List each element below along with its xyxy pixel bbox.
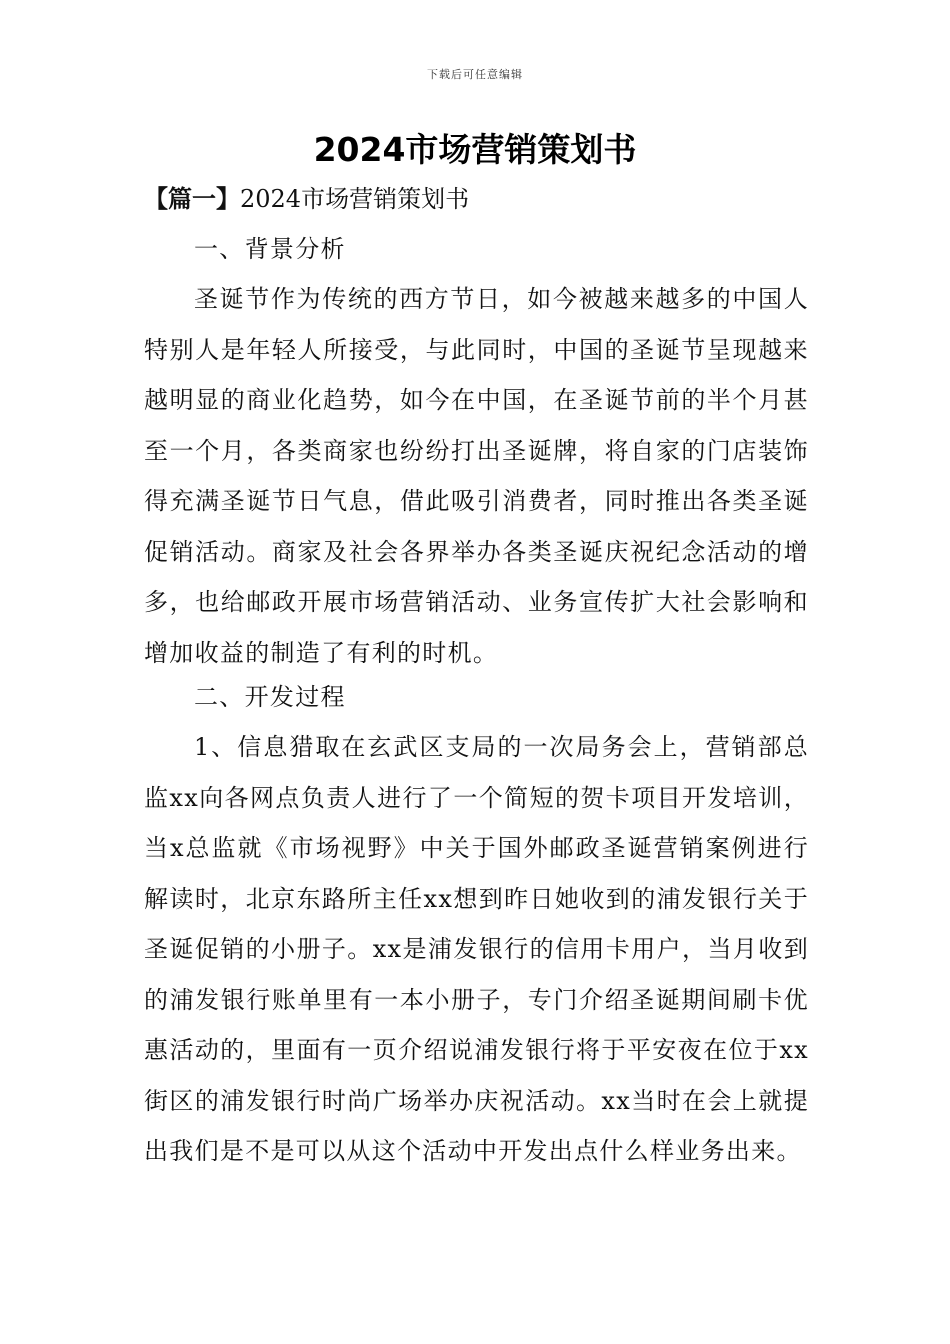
header-note: 下载后可任意编辑 (427, 68, 523, 81)
document-title: 2024市场营销策划书 (313, 130, 637, 169)
heading-development-process: 二、开发过程 (194, 683, 346, 711)
section-label (144, 180, 469, 218)
heading-background-analysis: 一、背景分析 (194, 235, 346, 263)
paragraph-background-analysis: 圣诞节作为传统的西方节日，如今被越来越多的中国人特别人是年轻人所接受，与此同时，中国的圣诞节呈现越来越明显的商业化趋势，如今在中国，在圣诞节前的半个月甚至一个月，各类商家也纷纷打出圣诞牌，将自家的门店装饰得充满圣诞节日气息，借此吸引消费者，同时推出各类圣诞促销活动。商家及社会各界举办各类圣诞庆祝纪念活动的增多，也给邮政开展市场营销活动、业务宣传扩大社会影响和增加收益的制造了有利的时机。 (144, 285, 809, 667)
paragraph-development-process: 1、信息猎取在玄武区支局的一次局务会上，营销部总监xx向各网点负责人进行了一个简短的贺卡项目开发培训，当x总监就《市场视野》中关于国外邮政圣诞营销案例进行解读时，北京东路所主任xx想到昨日她收到的浦发银行关于圣诞促销的小册子。xx是浦发银行的信用卡用户，当月收到的浦发银行账单里有一本小册子，专门介绍圣诞期间刷卡优惠活动的，里面有一页介绍说浦发银行将于平安夜在位于xx街区的浦发银行时尚广场举办庆祝活动。xx当时在会上就提出我们是不是可以从这个活动中开发出点什么样业务出来。 (144, 733, 809, 1165)
section-name: 2024市场营销策划书 (240, 185, 470, 213)
section-bracket-label: 【篇一】 (144, 185, 240, 213)
